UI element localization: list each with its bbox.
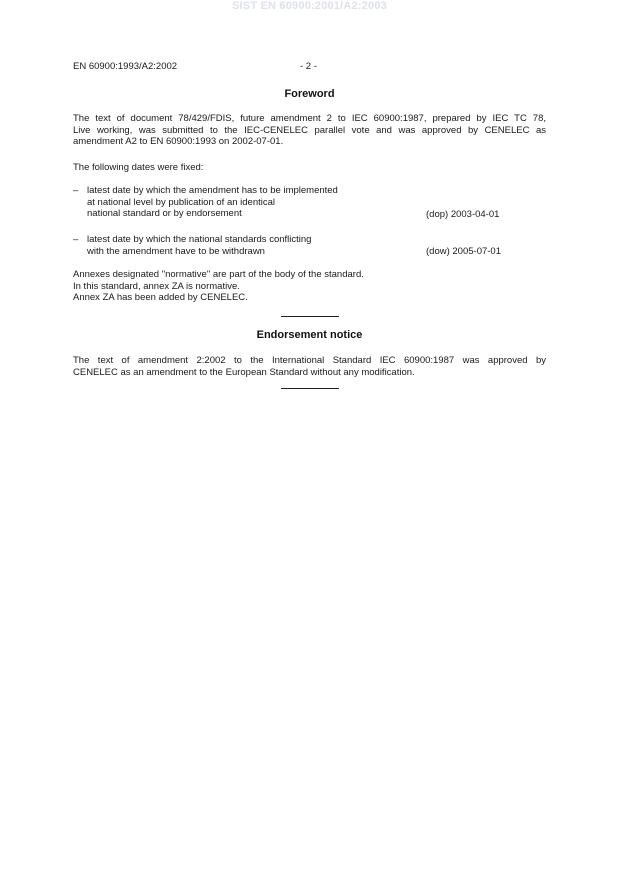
section-divider: [281, 316, 339, 317]
date-item-dow: [73, 234, 546, 258]
page-number: - 2 -: [300, 61, 317, 72]
paragraph-line: Live working, was submitted to the IEC-CENELEC parallel vote and was approved by CENELEC as: [73, 124, 546, 136]
date-item-line: latest date by which the amendment has to be implemented: [87, 185, 338, 196]
watermark: SIST EN 60900:2001/A2:2003: [231, 0, 388, 12]
date-item-text: [87, 185, 338, 220]
date-item-code: (dow) 2005-07-01: [426, 246, 501, 257]
paragraph-line: amendment A2 to EN 60900:1993 on 2002-07-01.: [73, 136, 284, 147]
dates-intro: [73, 162, 546, 174]
paragraph-line: The text of document 78/429/FDIS, future amendment 2 to IEC 60900:1987, prepared by IEC TC 78,: [73, 113, 546, 124]
date-item-code: (dop) 2003-04-01: [426, 209, 500, 220]
annex-paragraph: [73, 269, 546, 304]
paragraph-line: The following dates were fixed:: [73, 162, 204, 173]
date-item-text: [87, 234, 311, 257]
section-divider: [281, 388, 339, 389]
paragraph-line: Annexes designated "normative" are part of the body of the standard.: [73, 269, 364, 280]
paragraph-line: Annex ZA has been added by CENELEC.: [73, 292, 248, 303]
date-item-line: with the amendment have to be withdrawn: [87, 245, 265, 257]
date-item-line: national standard or by endorsement: [87, 208, 242, 219]
date-item-line: at national level by publication of an identical: [87, 196, 276, 208]
paragraph-line: The text of amendment 2:2002 to the International Standard IEC 60900:1987 was approved by: [73, 355, 546, 366]
paragraph-line: In this standard, annex ZA is normative.: [73, 280, 240, 292]
list-dash: –: [73, 234, 79, 245]
date-item-dop: [73, 185, 546, 221]
page-header: [73, 61, 546, 73]
date-item-line: latest date by which the national standards conflicting: [87, 234, 312, 245]
endorsement-paragraph: [73, 355, 546, 378]
list-dash: –: [73, 185, 79, 196]
foreword-intro-paragraph: [73, 113, 546, 148]
document-id: EN 60900:1993/A2:2002: [73, 61, 178, 72]
paragraph-line: CENELEC as an amendment to the European Standard without any modification.: [73, 366, 415, 378]
endorsement-title: Endorsement notice: [256, 329, 363, 341]
foreword-title: Foreword: [284, 88, 335, 100]
